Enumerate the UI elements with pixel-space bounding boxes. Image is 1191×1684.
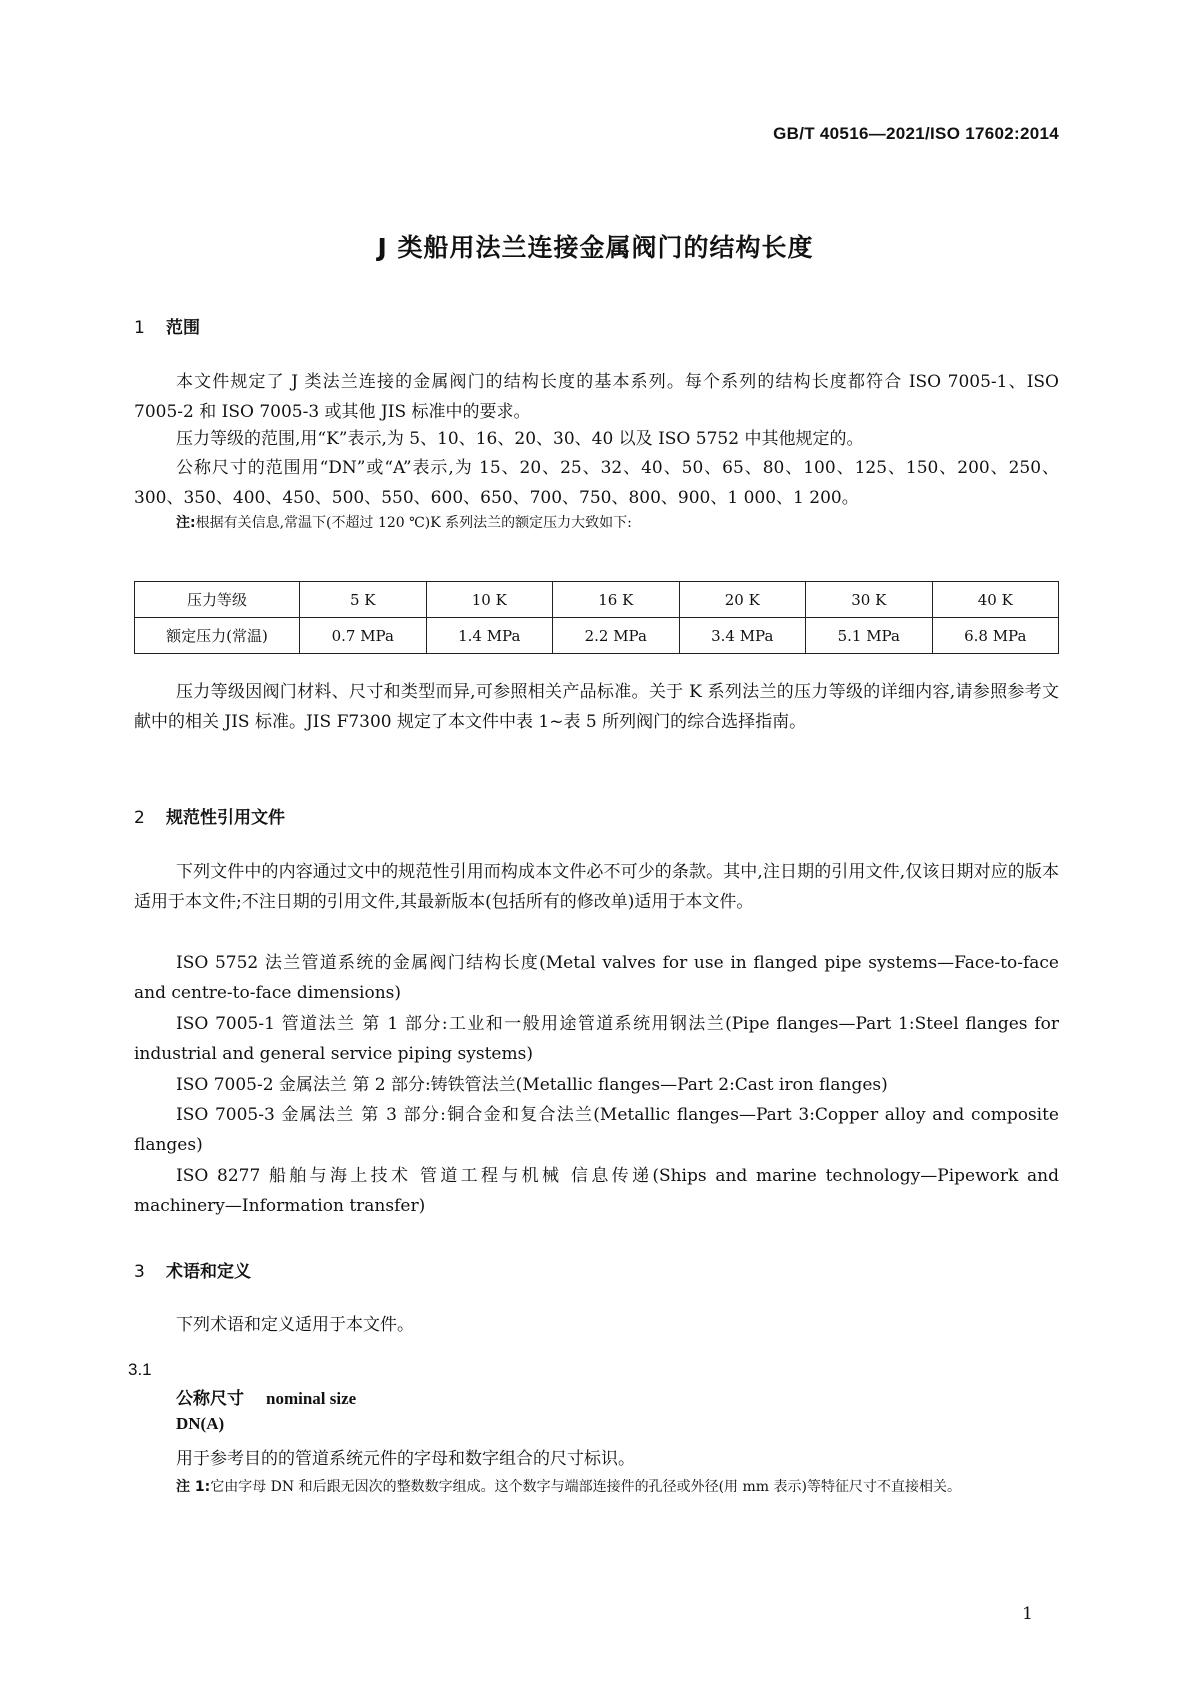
section-1-number: 1 [134, 318, 145, 338]
section-3-heading [134, 1257, 251, 1282]
table-row [135, 582, 1059, 618]
table-cell: 0.7 MPa [300, 618, 427, 654]
section-2-paragraph-1: 下列文件中的内容通过文中的规范性引用而构成本文件必不可少的条款。其中,注日期的引用文件,仅该日期对应的版本适用于本文件;不注日期的引用文件,其最新版本(包括所有的修改单)适用于本文件。 [134, 862, 1059, 912]
section-1-paragraph-2: 压力等级的范围,用“K”表示,为 5、10、16、20、30、40 以及 ISO 5752 中其他规定的。 [176, 429, 864, 449]
table-cell: 16 K [553, 582, 680, 618]
table-cell: 2.2 MPa [553, 618, 680, 654]
table-cell: 5.1 MPa [806, 618, 933, 654]
table-cell: 6.8 MPa [932, 618, 1059, 654]
reference-item: ISO 7005-1 管道法兰 第 1 部分:工业和一般用途管道系统用钢法兰(Pipe flanges—Part 1:Steel flanges for industrial and general service piping systems) [134, 1014, 1059, 1064]
term-entry [176, 1384, 356, 1409]
section-2-number: 2 [134, 808, 145, 828]
document-title: J 类船用法兰连接金属阀门的结构长度 [377, 233, 814, 262]
section-1-heading [134, 313, 200, 338]
section-1-title: 范围 [166, 318, 200, 338]
section-2-heading [134, 803, 285, 828]
table-note [176, 510, 1056, 536]
standard-code: GB/T 40516—2021/ISO 17602:2014 [773, 124, 1059, 143]
term-chinese: 公称尺寸 [176, 1389, 244, 1409]
table-cell: 1.4 MPa [426, 618, 553, 654]
section-1-paragraph-3: 公称尺寸的范围用“DN”或“A”表示,为 15、20、25、32、40、50、65、80、100、125、150、200、250、300、350、400、450、500、550、600、650、700、750、800、900、1 000、1 200。 [134, 458, 1059, 508]
table-cell: 30 K [806, 582, 933, 618]
table-cell: 额定压力(常温) [135, 618, 300, 654]
table-row [135, 618, 1059, 654]
section-1-paragraph-1: 本文件规定了 J 类法兰连接的金属阀门的结构长度的基本系列。每个系列的结构长度都符合 ISO 7005-1、ISO 7005-2 和 ISO 7005-3 或其他 JIS 标准中的要求。 [134, 372, 1059, 422]
table-cell: 10 K [426, 582, 553, 618]
pressure-table [134, 581, 1059, 654]
term-number: 3.1 [128, 1360, 152, 1379]
table-cell: 压力等级 [135, 582, 300, 618]
table-note-label: 注: [176, 515, 196, 531]
term-abbreviation: DN(A) [176, 1414, 225, 1433]
table-cell: 40 K [932, 582, 1059, 618]
reference-item: ISO 8277 船舶与海上技术 管道工程与机械 信息传递(Ships and marine technology—Pipework and machinery—Information transfer) [134, 1166, 1059, 1216]
reference-item: ISO 7005-2 金属法兰 第 2 部分:铸铁管法兰(Metallic flanges—Part 2:Cast iron flanges) [176, 1075, 888, 1095]
section-2-title: 规范性引用文件 [166, 808, 285, 828]
term-english: nominal size [266, 1389, 357, 1408]
term-note-label: 注 1: [176, 1479, 211, 1495]
section-1-paragraph-4: 压力等级因阀门材料、尺寸和类型而异,可参照相关产品标准。关于 K 系列法兰的压力等级的详细内容,请参照参考文献中的相关 JIS 标准。JIS F7300 规定了本文件中表 1~表 5 所列阀门的综合选择指南。 [134, 682, 1059, 732]
section-3-title: 术语和定义 [166, 1262, 251, 1282]
term-note [176, 1474, 1098, 1500]
reference-item: ISO 7005-3 金属法兰 第 3 部分:铜合金和复合法兰(Metallic flanges—Part 3:Copper alloy and composite flanges) [134, 1105, 1059, 1155]
term-definition: 用于参考目的的管道系统元件的字母和数字组合的尺寸标识。 [176, 1449, 635, 1469]
section-3-number: 3 [134, 1262, 145, 1282]
page-number: 1 [1022, 1604, 1033, 1624]
term-note-text: 它由字母 DN 和后跟无因次的整数数字组成。这个数字与端部连接件的孔径或外径(用 mm 表示)等特征尺寸不直接相关。 [210, 1479, 961, 1495]
table-cell: 5 K [300, 582, 427, 618]
table-note-text: 根据有关信息,常温下(不超过 120 ℃)K 系列法兰的额定压力大致如下: [195, 515, 632, 531]
table-cell: 3.4 MPa [679, 618, 806, 654]
reference-item: ISO 5752 法兰管道系统的金属阀门结构长度(Metal valves for use in flanged pipe systems—Face-to-face and centre-to-face dimensions) [134, 953, 1059, 1003]
table-cell: 20 K [679, 582, 806, 618]
section-3-paragraph-1: 下列术语和定义适用于本文件。 [176, 1315, 414, 1335]
